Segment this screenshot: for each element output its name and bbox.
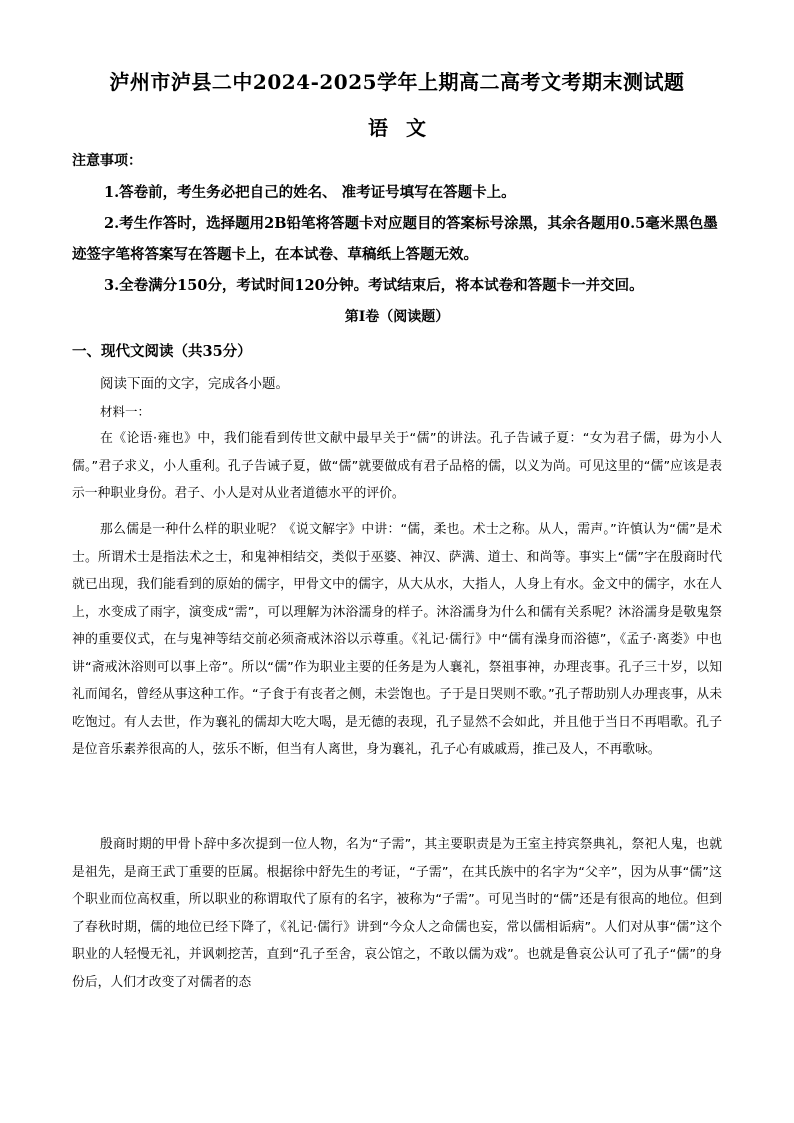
body-paragraph-3: 殷商时期的甲骨卜辞中多次提到一位人物，名为“子需”，其主要职责是为王室主持宾祭典礼，祭祀人鬼，也就是祖先，是商王武丁重要的臣属。根据徐中舒先生的考证，“子需”，在其氏族中的名字为“父辛”，因为从事“儒”这个职业而位高权重，所以职业的称谓取代了原有的名字，被称为“子需”。可见当时的“儒”还是有很高的地位。但到了春秋时期，儒的地位已经下降了，《礼记·儒行》讲到“今众人之命儒也妄，常以儒相诟病”。人们对从事“儒”这个职业的人轻慢无礼，并讽刺挖苦，直到“孔子至舍，哀公馆之，不敢以儒为戏”。也就是鲁哀公认可了孔子“儒”的身份后，人们才改变了对儒者的态 bbox=[72, 837, 722, 990]
notice-item-2: 2.考生作答时，选择题用2B铅笔将答题卡对应题目的答案标号涂黑，其余各题用0.5毫米黑色墨迹签字笔将答案写在答题卡上，在本试卷、草稿纸上答题无效。 bbox=[72, 215, 718, 263]
material-label: 材料一： bbox=[100, 404, 151, 419]
notice-item-1: 1.答卷前，考生务必把自己的姓名、 准考证号填写在答题卡上。 bbox=[104, 184, 516, 201]
part-heading: 第Ⅰ卷（阅读题） bbox=[344, 309, 450, 325]
body-paragraph-2: 那么儒是一种什么样的职业呢？《说文解字》中讲：“儒，柔也。术士之称。从人，需声。”许慎认为“儒”是术士。所谓术士是指法术之士，和鬼神相结交，类似于巫婆、神汉、萨满、道士、和尚等。事实上“儒”字在殷商时代就已出现，我们能看到的原始的儒字，甲骨文中的儒字，从大从水，大指人，人身上有水。金文中的儒字，水在人上，水变成了雨字，演变成“需”，可以理解为沐浴濡身的样子。沐浴濡身为什么和儒有关系呢？沐浴濡身是敬鬼祭神的重要仪式，在与鬼神等结交前必须斋戒沐浴以示尊重。《礼记·儒行》中“儒有澡身而浴德”，《孟子·离娄》中也讲“斋戒沐浴则可以事上帝”。所以“儒”作为职业主要的任务是为人襄礼，祭祖事神，办理丧事。孔子三十岁，以知礼而闻名，曾经从事这种工作。“子食于有丧者之侧，未尝饱也。子于是日哭则不歌。”孔子帮助别人办理丧事，从未吃饱过。有人去世，作为襄礼的儒却大吃大喝，是无德的表现，孔子显然不会如此，并且他于当日不再唱歌。孔子是位音乐素养很高的人，弦乐不断，但当有人离世，身为襄礼，孔子心有戚戚焉，推己及人，不再歌咏。 bbox=[72, 522, 722, 757]
reading-instruction: 阅读下面的文字，完成各小题。 bbox=[100, 376, 289, 392]
exam-title: 泸州市泸县二中2024-2025学年上期高二高考文考期末测试题 bbox=[109, 70, 685, 94]
body-paragraph-1: 在《论语·雍也》中，我们能看到传世文献中最早关于“儒”的讲法。孔子告诫子夏：“女为君子儒，毋为小人儒。”君子求义，小人重利。孔子告诫子夏，做“儒”就要做成有君子品格的儒，以义为尚。可见这里的“儒”应该是表示一种职业身份。君子、小人是对从业者道德水平的评价。 bbox=[72, 431, 722, 501]
subject-title: 语文 bbox=[368, 116, 444, 140]
notice-item-3: 3.全卷满分150分，考试时间120分钟。考试结束后，将本试卷和答题卡一并交回。 bbox=[104, 277, 644, 294]
notice-heading: 注意事项： bbox=[72, 153, 142, 169]
section-heading: 一、现代文阅读（共35分） bbox=[72, 343, 252, 360]
